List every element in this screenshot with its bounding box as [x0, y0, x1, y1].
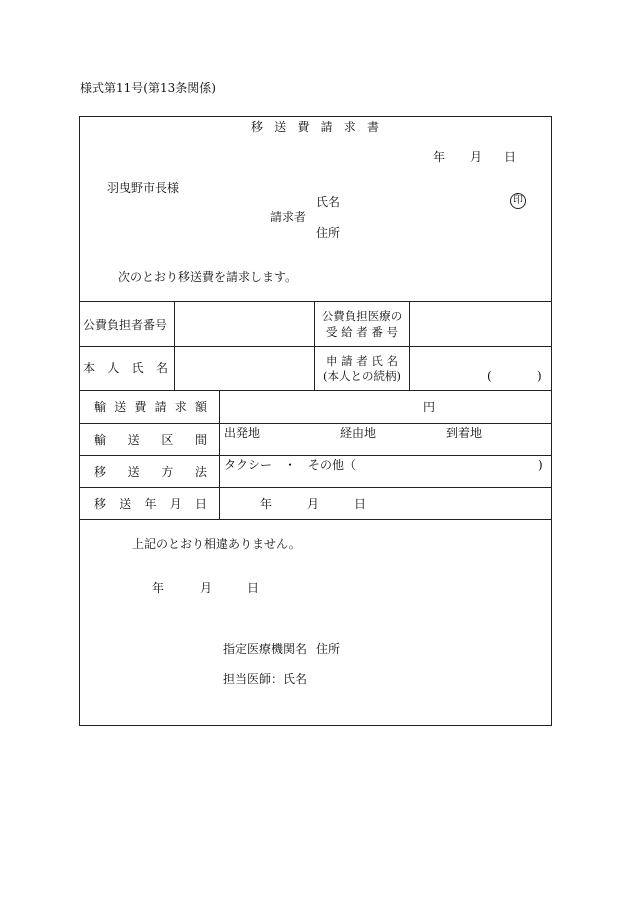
label-char: 請	[154, 400, 167, 414]
person-name-field[interactable]	[175, 347, 314, 390]
transport-date-day: 日	[354, 497, 367, 511]
seal-mark: 印	[510, 193, 526, 209]
addressee: 羽曳野市長様	[107, 181, 180, 195]
institution-address-label: 住所	[316, 642, 341, 656]
transport-method-label	[94, 465, 207, 479]
recipient-label-line1: 公費負担医療の	[321, 309, 403, 323]
form-number: 様式第11号(第13条関係)	[80, 81, 216, 95]
label-char: 送	[119, 497, 132, 511]
label-char: 日	[194, 497, 207, 511]
certification-day: 日	[247, 581, 260, 595]
label-char: 本	[83, 361, 96, 375]
header-year: 年	[433, 150, 446, 164]
label-char: 名	[155, 361, 168, 375]
table-rule	[79, 423, 552, 424]
label-char: 輸	[94, 400, 107, 414]
title-char: 請	[320, 120, 333, 134]
public-payer-number-label: 公費負担者番号	[83, 318, 168, 332]
claimant-name-label: 氏名	[316, 195, 341, 209]
title-char: 書	[366, 120, 379, 134]
title-char: 求	[343, 120, 356, 134]
institution-label: 指定医療機関名	[223, 642, 308, 656]
label-char: 送	[127, 465, 140, 479]
recipient-label-line2: 受 給 者 番 号	[325, 325, 399, 339]
header-month: 月	[470, 150, 483, 164]
table-rule	[79, 455, 552, 456]
label-char: 年	[144, 497, 157, 511]
certification-text: 上記のとおり相違ありません。	[132, 537, 301, 551]
transport-date-year: 年	[260, 497, 273, 511]
person-name-label	[83, 361, 168, 375]
table-rule	[79, 519, 552, 520]
title-char: 移	[251, 120, 264, 134]
label-char: 移	[94, 497, 107, 511]
label-char: 月	[169, 497, 182, 511]
doctor-label: 担当医師：氏名	[223, 672, 308, 686]
label-char: 輸	[94, 433, 107, 447]
applicant-label-line2: (本人との続柄)	[323, 369, 401, 383]
title-char: 送	[274, 120, 287, 134]
label-char: 移	[94, 465, 107, 479]
header-day: 日	[504, 150, 517, 164]
title-char: 費	[297, 120, 310, 134]
table-rule	[79, 346, 552, 347]
label-char: 送	[114, 400, 127, 414]
method-close-paren: )	[538, 458, 543, 472]
relation-paren-close: )	[537, 369, 542, 383]
label-char: 額	[194, 400, 207, 414]
table-rule	[79, 487, 552, 488]
relation-paren-open: (	[487, 369, 492, 383]
claimant-label: 請求者	[270, 210, 307, 224]
claimant-address-label: 住所	[316, 226, 341, 240]
transport-date-month: 月	[307, 497, 320, 511]
label-char: 法	[194, 465, 207, 479]
certification-month: 月	[200, 581, 213, 595]
label-char: 求	[174, 400, 187, 414]
form-title	[251, 120, 379, 134]
public-payer-number-field[interactable]	[175, 302, 314, 346]
label-char: 人	[107, 361, 120, 375]
departure-label: 出発地	[224, 426, 261, 440]
label-char: 方	[161, 465, 174, 479]
transport-amount-field[interactable]	[220, 391, 551, 423]
transport-date-label	[94, 497, 207, 511]
label-char: 費	[134, 400, 147, 414]
label-char: 区	[161, 433, 174, 447]
method-options: タクシー ・ その他（	[224, 458, 357, 472]
transport-amount-label	[94, 400, 207, 414]
yen-unit: 円	[423, 400, 436, 414]
destination-label: 到着地	[446, 426, 483, 440]
transport-section-label	[94, 433, 207, 447]
label-char: 間	[194, 433, 207, 447]
recipient-number-field[interactable]	[410, 302, 551, 346]
certification-year: 年	[152, 581, 165, 595]
label-char: 送	[127, 433, 140, 447]
intro-text: 次のとおり移送費を請求します。	[118, 270, 298, 284]
via-label: 経由地	[340, 426, 377, 440]
applicant-label-line1: 申 請 者 氏 名	[325, 354, 399, 368]
label-char: 氏	[131, 361, 144, 375]
